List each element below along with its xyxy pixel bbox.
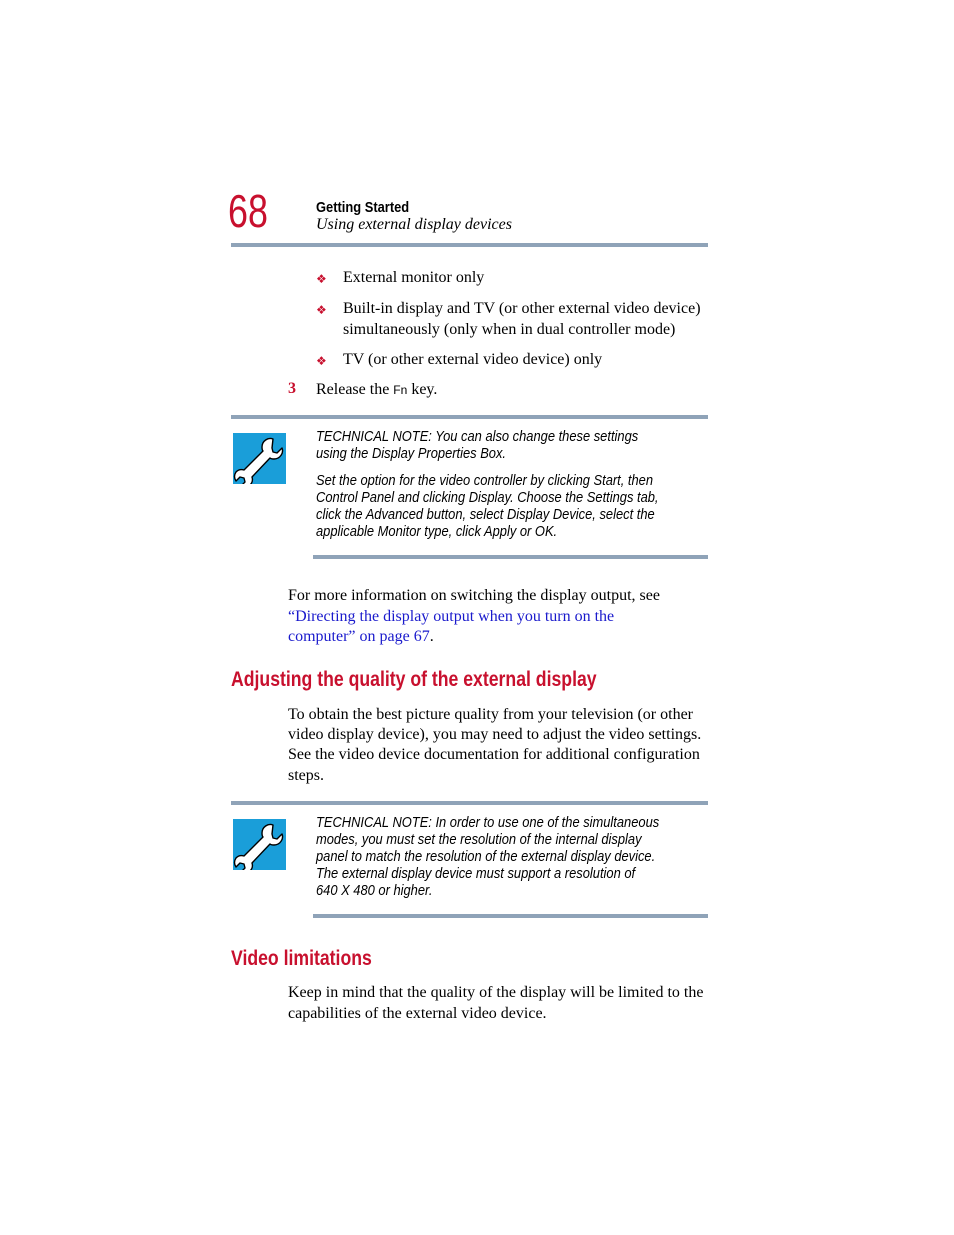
- more-info-text: For more information on switching the display output, see: [288, 587, 660, 604]
- note-top-rule: [231, 415, 708, 419]
- step-number: 3: [288, 380, 296, 397]
- note1-line: Set the option for the video controller by clicking Start, then: [316, 472, 654, 489]
- note-bottom-rule: [313, 914, 708, 918]
- paragraph-line: steps.: [288, 767, 324, 784]
- section-heading: Adjusting the quality of the external display: [231, 668, 597, 691]
- note1-line: TECHNICAL NOTE: You can also change these settings: [316, 428, 639, 445]
- note2-line: The external display device must support a resolution of: [316, 865, 636, 882]
- note1-line: using the Display Properties Box.: [316, 445, 507, 462]
- step-text-before: Release the: [316, 381, 390, 398]
- bullet-icon: ❖: [316, 303, 327, 317]
- note1-line: Control Panel and clicking Display. Choose the Settings tab,: [316, 489, 659, 506]
- paragraph-line: video display device), you may need to adjust the video settings.: [288, 726, 702, 743]
- note-bottom-rule: [313, 555, 708, 559]
- bullet-item-continued: simultaneously (only when in dual controller mode): [343, 321, 676, 338]
- bullet-icon: ❖: [316, 354, 327, 368]
- cross-reference-link[interactable]: “Directing the display output when you turn on the: [288, 608, 615, 625]
- note1-line: click the Advanced button, select Display Device, select the: [316, 506, 655, 523]
- wrench-icon: [233, 819, 286, 870]
- paragraph-line: To obtain the best picture quality from your television (or other: [288, 706, 693, 723]
- subsection-title: Using external display devices: [316, 216, 512, 233]
- header-rule: [231, 243, 708, 247]
- cross-reference-line2: [288, 627, 434, 648]
- note2-line: modes, you must set the resolution of the internal display: [316, 831, 642, 848]
- fn-key-label: Fn: [393, 383, 408, 397]
- wrench-icon: [233, 433, 286, 484]
- note2-line: panel to match the resolution of the external display device.: [316, 848, 656, 865]
- note1-line: applicable Monitor type, click Apply or OK.: [316, 523, 558, 540]
- bullet-icon: ❖: [316, 272, 327, 286]
- bullet-item: External monitor only: [343, 269, 485, 286]
- paragraph-line: See the video device documentation for additional configuration: [288, 746, 700, 763]
- note2-line: TECHNICAL NOTE: In order to use one of the simultaneous: [316, 814, 660, 831]
- section-title: Getting Started: [316, 199, 410, 216]
- page-number: 68: [228, 185, 268, 237]
- paragraph-line: capabilities of the external video device.: [288, 1005, 547, 1022]
- bullet-item: Built-in display and TV (or other external video device): [343, 300, 701, 317]
- cross-reference-link-continued[interactable]: computer” on page 67: [288, 628, 430, 645]
- note2-line: 640 X 480 or higher.: [316, 882, 433, 899]
- step-text-after: key.: [411, 381, 438, 398]
- sentence-period: .: [429, 628, 434, 645]
- bullet-item: TV (or other external video device) only: [343, 351, 603, 368]
- paragraph-line: Keep in mind that the quality of the display will be limited to the: [288, 984, 704, 1001]
- step-text: [316, 380, 437, 401]
- note-top-rule: [231, 801, 708, 805]
- section-heading: Video limitations: [231, 947, 372, 970]
